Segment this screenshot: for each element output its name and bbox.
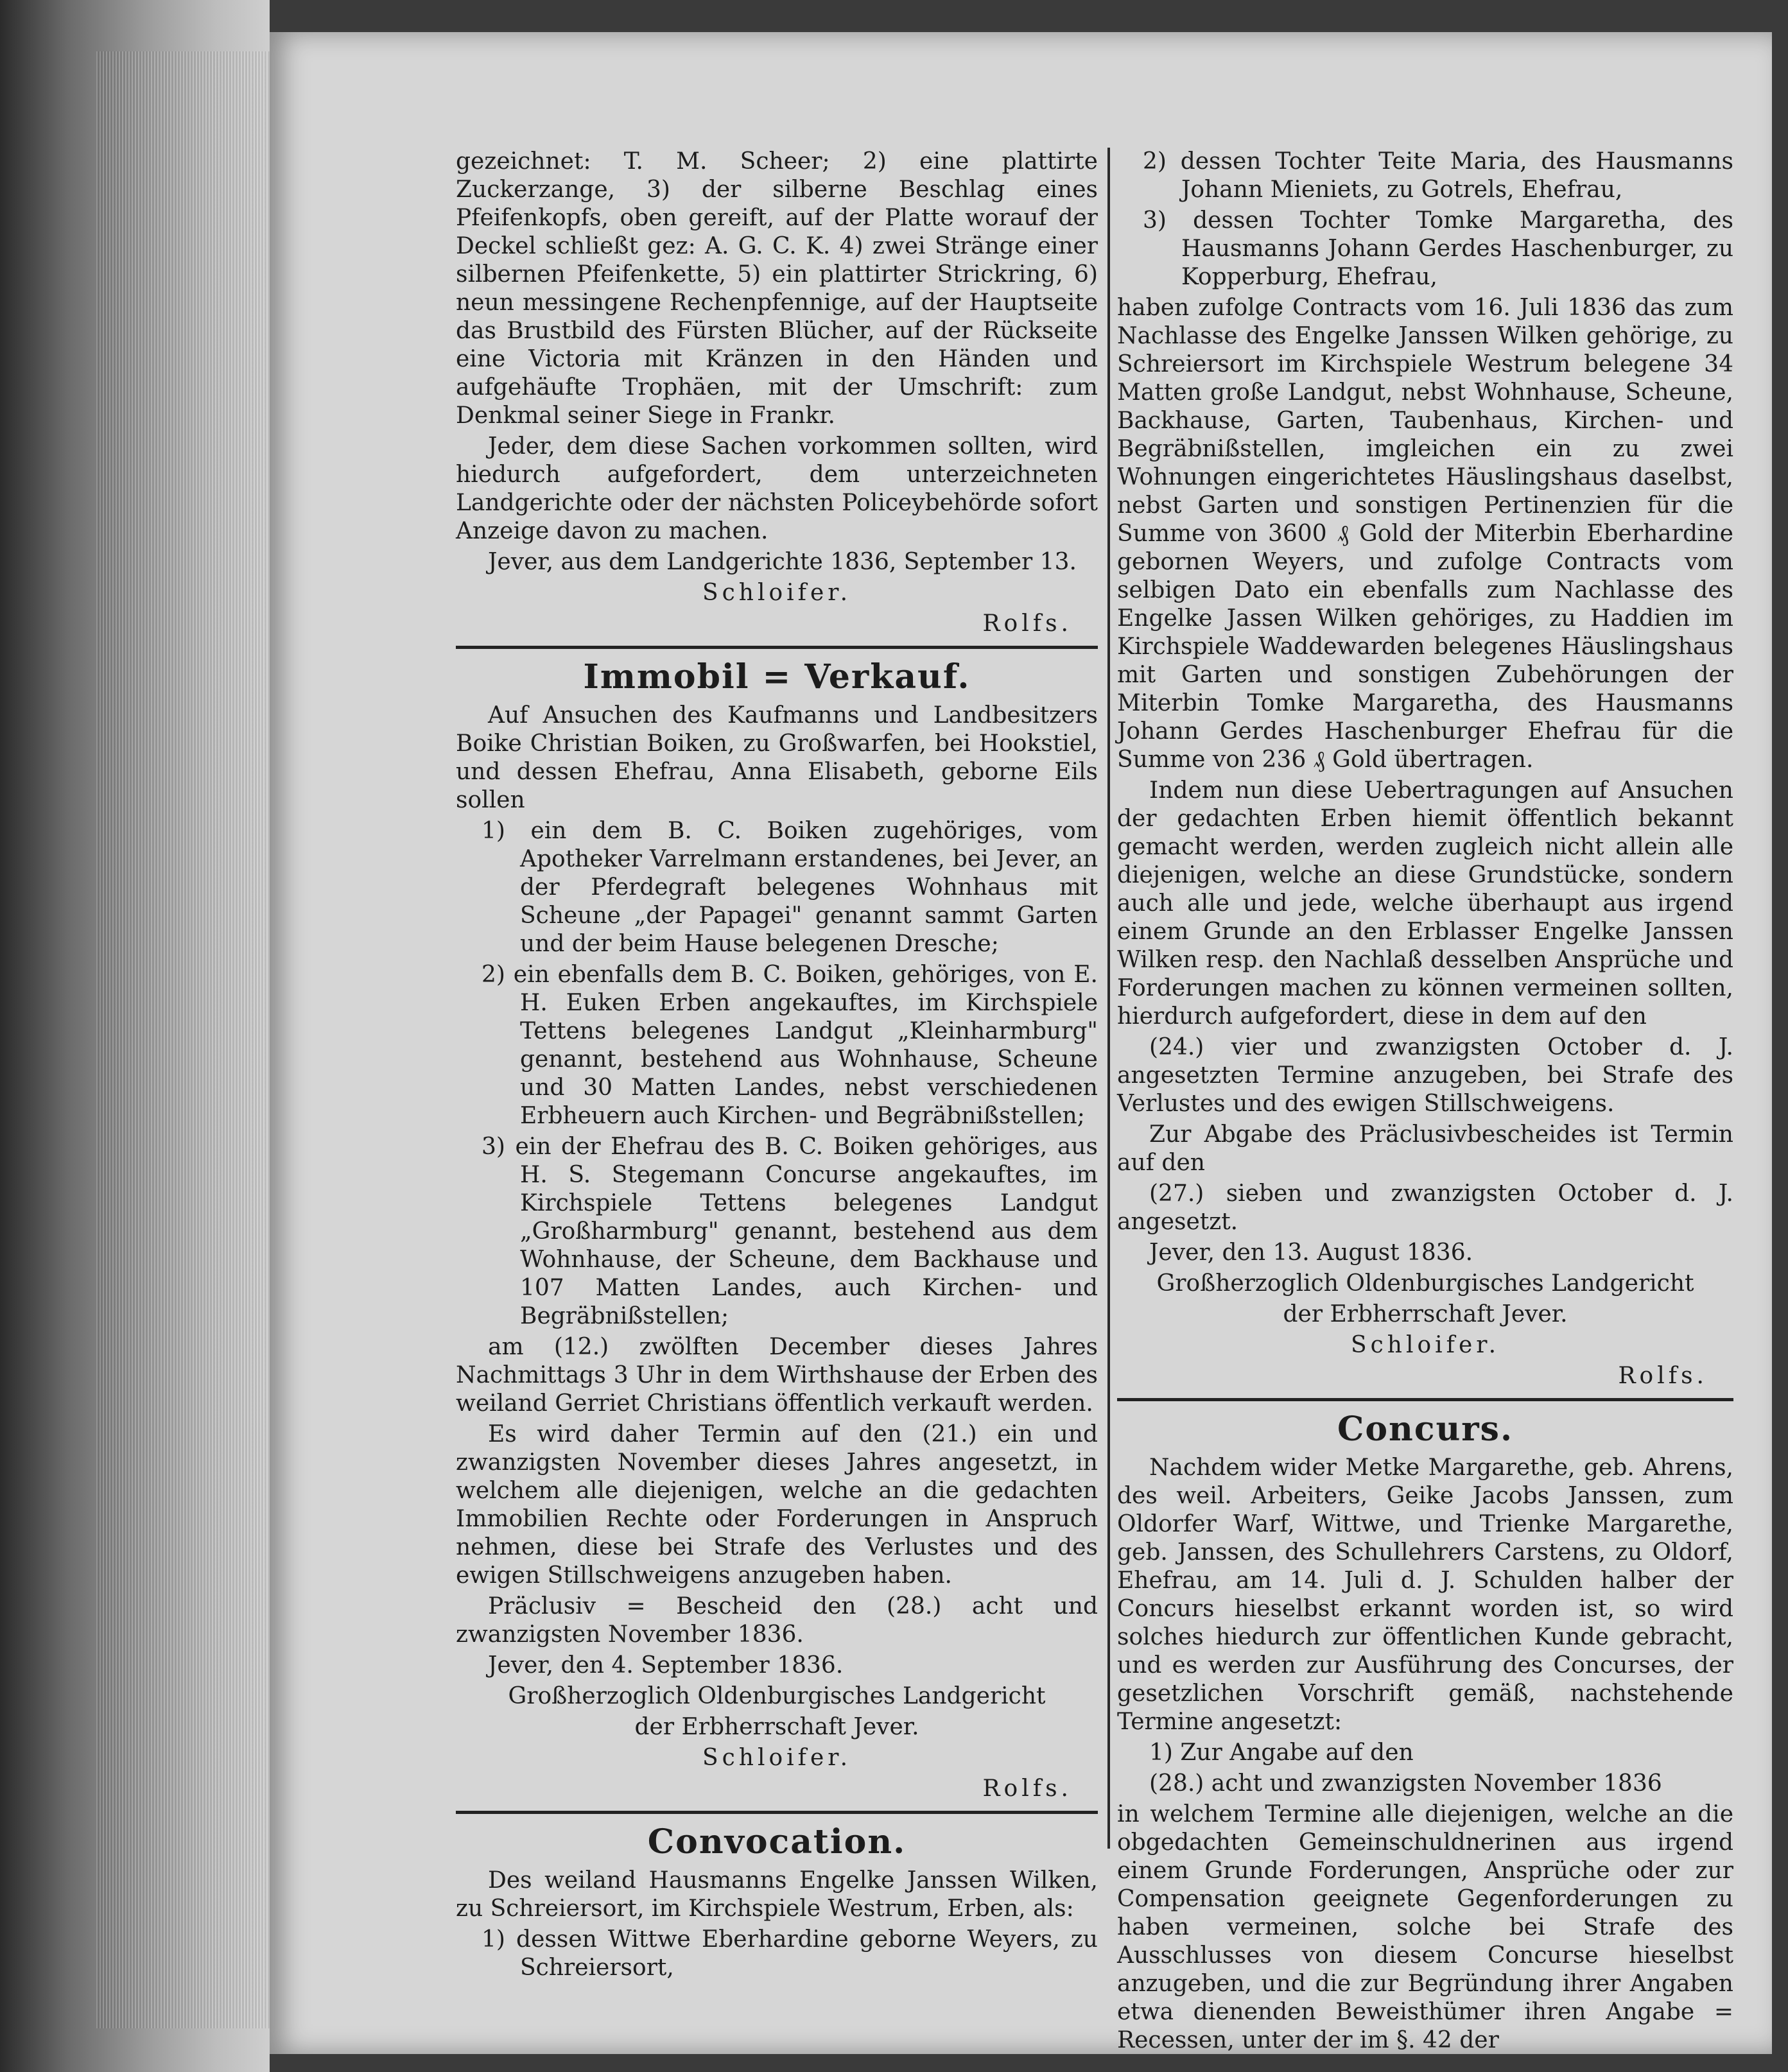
immobil-place-date: Jever, den 4. September 1836. [488, 1652, 844, 1679]
lost-items-place-date: Jever, aus dem Landgerichte 1836, September 13. [488, 549, 1077, 575]
convocation-intro: Des weiland Hausmanns Engelke Janssen Wilken, zu Schreiersort, im Kirchspiele Westrum, Erben, als: [456, 1867, 1098, 1922]
immobil-praeclusiv: Präclusiv = Bescheid den (28.) acht und zwanzigsten November 1836. [456, 1593, 1098, 1648]
book-edge [0, 0, 270, 2072]
immobil-heading: Immobil = Verkauf. [583, 657, 971, 696]
convocation-place-date: Jever, den 13. August 1836. [1149, 1239, 1473, 1266]
item-number: 2) [482, 962, 505, 988]
immobil-term: Es wird daher Termin auf den (21.) ein und zwanzigsten November dieses Jahres angesetzt, in welchem alle diejenigen, welche an die gedachten Immobilien Rechte oder Forderungen in Anspruch nehmen, diese bei Strafe des Verlustes und des ewigen Stillschweigens anzugeben haben. [456, 1421, 1098, 1589]
convocation-court: Großherzoglich Oldenburgisches Landgericht [1156, 1270, 1694, 1297]
signature-rolfs: Rolfs. [982, 610, 1072, 637]
section-divider [456, 1811, 1098, 1814]
lost-items-list: gezeichnet: T. M. Scheer; 2) eine plattirte Zuckerzange, 3) der silberne Beschlag eines Pfeifenkopfs, oben gereift, auf der Platte worauf der Deckel schließt gez: A. G. C. K. 4) zwei Stränge einer silbernen Pfeifenkette, 5) ein plattirter Strickring, 6) neun messingene Rechenpfennige, auf der Hauptseite das Brustbild des Fürsten Blücher, auf der Rückseite eine Victoria mit Kränzen in den Händen und aufgehäufte Trophäen, mit der Umschrift: zum Denkmal seiner Siege in Frankr. [456, 148, 1098, 429]
convocation-item-1 [456, 1926, 1098, 1982]
item-text: dessen Wittwe Eberhardine geborne Weyers, zu Schreiersort, [516, 1926, 1098, 1981]
heir-item-2 [1117, 148, 1733, 204]
right-column [1117, 148, 1733, 2057]
concurs-intro: Nachdem wider Metke Margarethe, geb. Ahrens, des weil. Arbeiters, Geike Jacobs Janssen, zum Oldorfer Warf, Wittwe, und Trienke Margarethe, geb. Janssen, des Schullehrers Carstens, zu Oldorf, Ehefrau, am 14. Juli d. J. Schulden halber der Concurs hieselbst erkannt worden ist, so wird solches hiedurch zur öffentlichen Kunde gebracht, und es werden zur Ausführung des Concurses, der gesetzlichen Vorschrift gemäß, nachstehende Termine angesetzt: [1117, 1455, 1733, 1735]
concurs-item-1: 1) Zur Angabe auf den [1149, 1740, 1414, 1766]
item-text: dessen Tochter Tomke Margaretha, des Hausmanns Johann Gerdes Haschenburger, zu Kopperburg, Ehefrau, [1181, 207, 1733, 290]
immobil-item-2 [456, 961, 1098, 1130]
heir-item-3 [1117, 207, 1733, 291]
item-number: 3) [482, 1134, 505, 1160]
contract-text: haben zufolge Contracts vom 16. Juli 1836 das zum Nachlasse des Engelke Janssen Wilken gehörige, zu Schreiersort im Kirchspiele Westrum belegene 34 Matten große Landgut, nebst Wohnhause, Scheune, Backhause, Garten, Taubenhaus, Kirchen- und Begräbnißstellen, imgleichen ein zu zwei Wohnungen eingerichtetes Häuslingshaus daselbst, nebst Garten und sonstigen Pertinenzien für die Summe von 3600 ₰ Gold der Miterbin Eberhardine gebornen Weyers, und zufolge Contracts vom selbigen Dato ein ebenfalls zum Nachlasse des Engelke Jassen Wilken gehöriges, zu Haddien im Kirchspiele Waddewarden belegenes Häuslingshaus mit Garten und sonstigen Zubehörungen der Miterbin Tomke Margaretha, des Hausmanns Johann Gerdes Haschenburger Ehefrau für die Summe von 236 ₰ Gold übertragen. [1117, 295, 1733, 773]
convocation-court-2: der Erbherrschaft Jever. [1283, 1301, 1568, 1327]
column-rule [1107, 148, 1110, 1849]
immobil-intro: Auf Ansuchen des Kaufmanns und Landbesitzers Boike Christian Boiken, zu Großwarfen, bei Hookstiel, und dessen Ehefrau, Anna Elisabeth, geborne Eils sollen [456, 702, 1098, 813]
immobil-signature-schloifer: Schloifer. [702, 1745, 852, 1771]
immobil-signature-rolfs: Rolfs. [982, 1775, 1072, 1802]
concurs-heading: Concurs. [1337, 1410, 1514, 1449]
convocation-signature-rolfs: Rolfs. [1618, 1363, 1708, 1389]
item-text: ein dem B. C. Boiken zugehöriges, vom Apotheker Varrelmann erstandenes, bei Jever, an der Pferdegraft belegenes Wohnhaus mit Scheune „der Papagei" genannt sammt Garten und der beim Hause belegenen Dresche; [520, 818, 1098, 957]
immobil-court: Großherzoglich Oldenburgisches Landgericht [508, 1683, 1046, 1709]
item-number: 1) [482, 1926, 505, 1953]
convocation-signature-schloifer: Schloifer. [1350, 1332, 1500, 1358]
section-divider [1117, 1398, 1733, 1401]
concurs-date-1: (28.) acht und zwanzigsten November 1836 [1149, 1770, 1662, 1797]
convocation-notice: Indem nun diese Uebertragungen auf Ansuchen der gedachten Erben hiemit öffentlich bekannt gemacht werden, werden zugleich nicht allein alle diejenigen, welche an diese Grundstücke, sondern auch alle und jede, welche überhaupt aus irgend einem Grunde an den Erblasser Engelke Janssen Wilken resp. den Nachlaß desselben Ansprüche und Forderungen machen zu können vermeinen sollten, hierdurch aufgefordert, diese in dem auf den [1117, 777, 1733, 1030]
page-edges [96, 51, 270, 2028]
item-text: dessen Tochter Teite Maria, des Hausmanns Johann Mieniets, zu Gotrels, Ehefrau, [1180, 148, 1733, 203]
convocation-abgabe: Zur Abgabe des Präclusivbescheides ist Termin auf den [1117, 1121, 1733, 1176]
immobil-auction: am (12.) zwölften December dieses Jahres Nachmittags 3 Uhr in dem Wirthshause der Erben des weiland Gerriet Christians öffentlich verkauft werden. [456, 1334, 1098, 1417]
item-text: ein ebenfalls dem B. C. Boiken, gehöriges, von E. H. Euken Erben angekauftes, im Kirchspiele Tettens belegenes Landgut „Kleinharmburg" genannt, bestehend aus Wohnhause, Scheune und 30 Matten Landes, nebst verschiedenen Erbheuern auch Kirchen- und Begräbnißstellen; [513, 962, 1098, 1129]
concurs-text: in welchem Termine alle diejenigen, welche an die obgedachten Gemeinschuldnerinen aus irgend einem Grunde Forderungen, Ansprüche oder zur Compensation geeignete Gegenforderungen zu haben vermeinen, solche bei Strafe des Ausschlusses von diesem Concurse hieselbst anzugeben, und die zur Begründung ihrer Angaben etwa dienenden Beweisthümer ihren Angabe = Recessen, unter der im §. 42 der [1117, 1801, 1733, 2053]
item-number: 3) [1143, 207, 1167, 234]
item-number: 2) [1143, 148, 1167, 175]
lost-items-notice: Jeder, dem diese Sachen vorkommen sollten, wird hiedurch aufgefordert, dem unterzeichneten Landgerichte oder der nächsten Policeybehörde sofort Anzeige davon zu machen. [456, 433, 1098, 544]
item-number: 1) [482, 818, 505, 844]
immobil-court-2: der Erbherrschaft Jever. [634, 1714, 919, 1740]
convocation-term-2: (27.) sieben und zwanzigsten October d. J. angesetzt. [1117, 1180, 1733, 1235]
newspaper-page [270, 32, 1772, 2054]
signature-schloifer: Schloifer. [702, 580, 852, 606]
convocation-heading: Convocation. [647, 1822, 907, 1861]
convocation-term-1: (24.) vier und zwanzigsten October d. J. angesetzten Termine anzugeben, bei Strafe des Verlustes und des ewigen Stillschweigens. [1117, 1034, 1733, 1117]
left-column [456, 148, 1098, 1985]
item-text: ein der Ehefrau des B. C. Boiken gehöriges, aus H. S. Stegemann Concurse angekauftes, im Kirchspiele Tettens belegenes Landgut „Großharmburg" genannt, bestehend aus dem Wohnhause, der Scheune, dem Backhause und 107 Matten Landes, auch Kirchen- und Begräbnißstellen; [515, 1134, 1098, 1329]
immobil-item-1 [456, 817, 1098, 958]
section-divider [456, 646, 1098, 649]
immobil-item-3 [456, 1133, 1098, 1331]
